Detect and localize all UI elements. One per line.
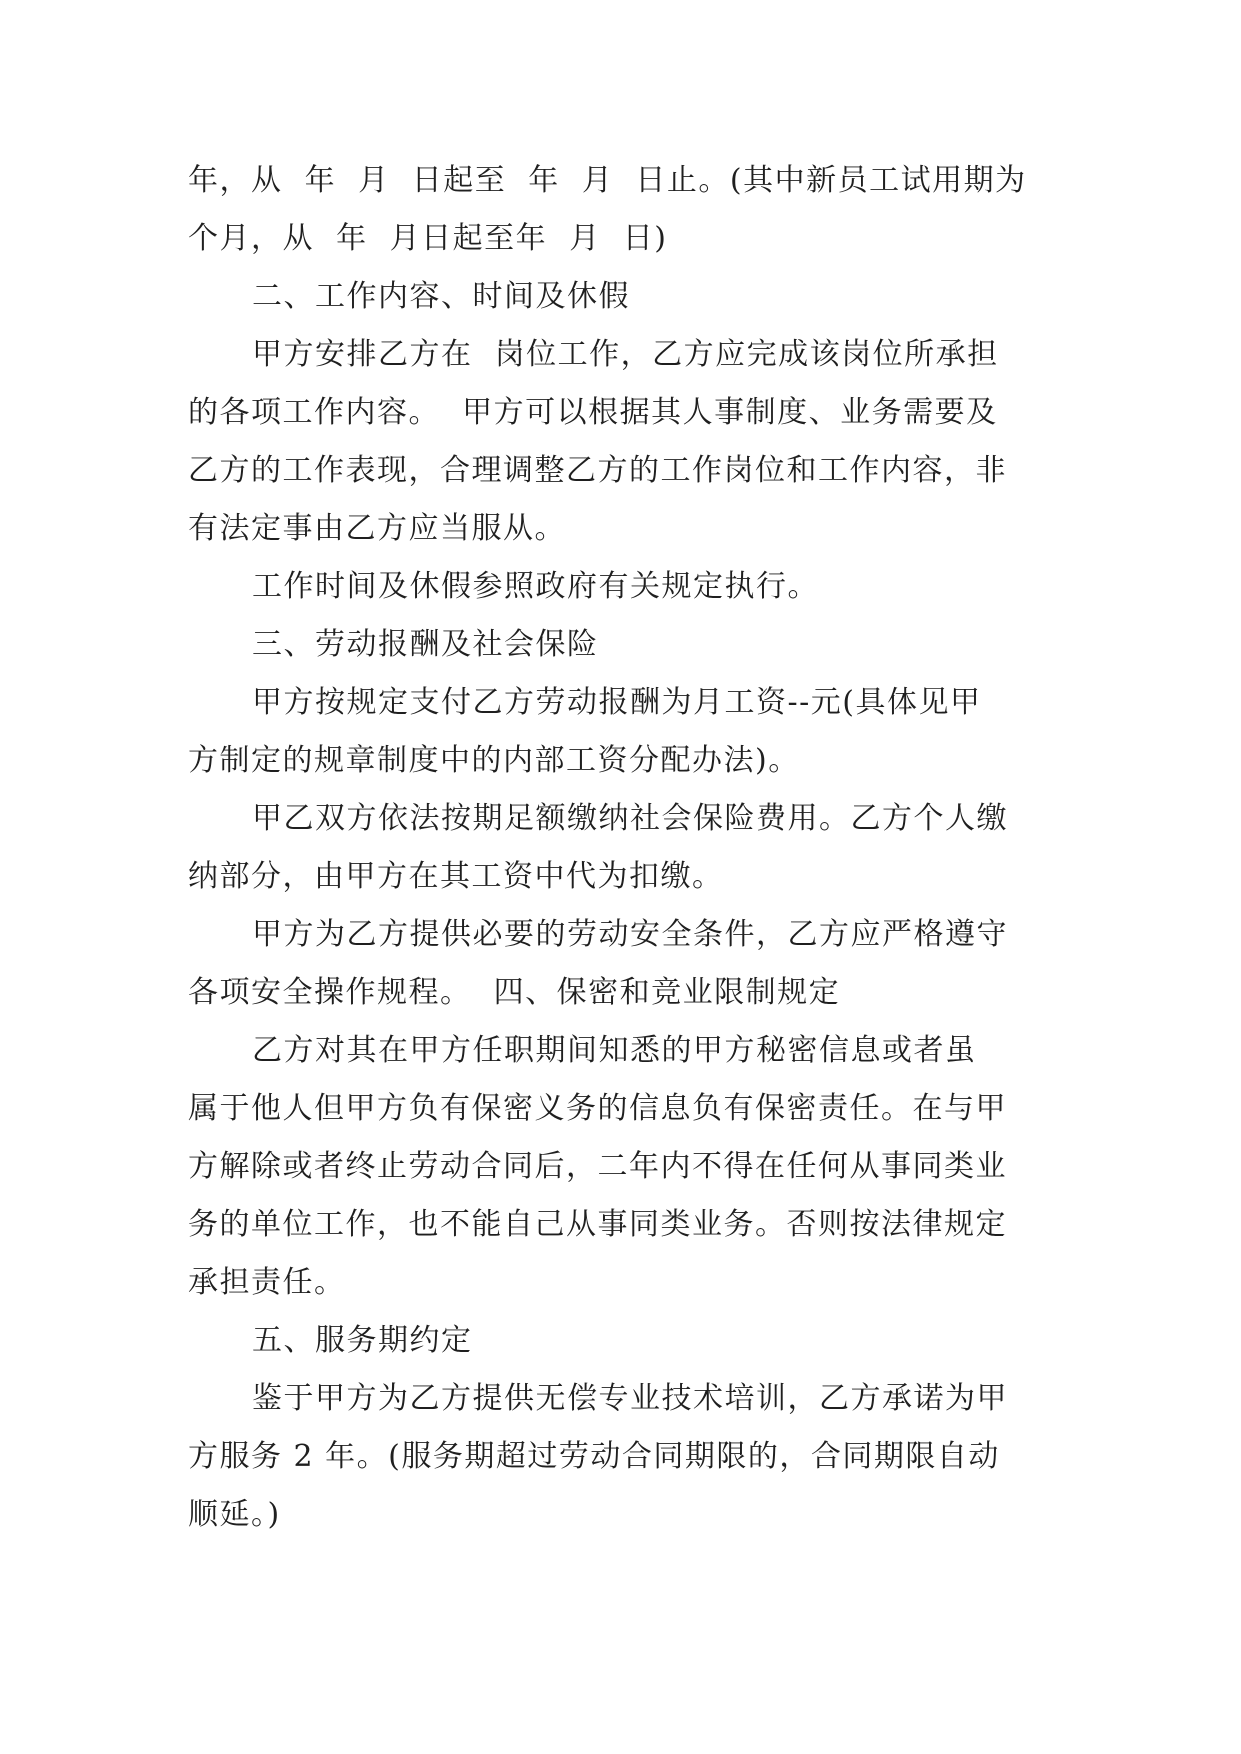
paragraph-job-assignment: [188, 326, 1054, 558]
paragraph-social-insurance: [188, 790, 1054, 906]
text-line: 甲方为乙方提供必要的劳动安全条件，乙方应严格遵守: [252, 917, 1008, 952]
text-line: 承担责任。: [188, 1265, 346, 1300]
section-heading-service-period: [188, 1312, 1054, 1370]
text-line: 方解除或者终止劳动合同后，二年内不得在任何从事同类业: [188, 1149, 1007, 1184]
text-line: 顺延。): [188, 1497, 281, 1532]
paragraph-term-dates: [188, 152, 1054, 268]
section-heading-compensation: [188, 616, 1054, 674]
heading-text: 二、工作内容、时间及休假: [252, 279, 630, 314]
text-line: 甲方安排乙方在 岗位工作，乙方应完成该岗位所承担: [252, 337, 999, 372]
text-line: 个月，从 年 月日起至年 月 日): [188, 221, 668, 256]
text-line: 乙方的工作表现，合理调整乙方的工作岗位和工作内容，非: [188, 453, 1007, 488]
text-line: 各项安全操作规程。 四、保密和竞业限制规定: [188, 975, 841, 1010]
paragraph-confidentiality: [188, 1022, 1054, 1312]
text-line: 纳部分，由甲方在其工资中代为扣缴。: [188, 859, 724, 894]
text-line: 年，从 年 月 日起至 年 月 日止。(其中新员工试用期为: [188, 163, 1027, 198]
heading-text: 五、服务期约定: [252, 1323, 473, 1358]
paragraph-salary: [188, 674, 1054, 790]
section-heading-work-content: [188, 268, 1054, 326]
text-line: 方制定的规章制度中的内部工资分配办法)。: [188, 743, 800, 778]
text-line: 甲乙双方依法按期足额缴纳社会保险费用。乙方个人缴: [252, 801, 1008, 836]
paragraph-safety: [188, 906, 1054, 1022]
paragraph-service-commitment: [188, 1370, 1054, 1544]
paragraph-work-hours: [188, 558, 1054, 616]
text-line: 乙方对其在甲方任职期间知悉的甲方秘密信息或者虽: [252, 1033, 977, 1068]
text-line: 工作时间及休假参照政府有关规定执行。: [252, 569, 819, 604]
text-line: 属于他人但甲方负有保密义务的信息负有保密责任。在与甲: [188, 1091, 1007, 1126]
text-line: 鉴于甲方为乙方提供无偿专业技术培训，乙方承诺为甲: [252, 1381, 1008, 1416]
text-line: 方服务 2 年。(服务期超过劳动合同期限的，合同期限自动: [188, 1439, 1000, 1474]
text-line: 有法定事由乙方应当服从。: [188, 511, 566, 546]
text-line: 甲方按规定支付乙方劳动报酬为月工资--元(具体见甲: [252, 685, 982, 720]
text-line: 的各项工作内容。 甲方可以根据其人事制度、业务需要及: [188, 395, 998, 430]
text-line: 务的单位工作，也不能自己从事同类业务。否则按法律规定: [188, 1207, 1007, 1242]
heading-text: 三、劳动报酬及社会保险: [252, 627, 599, 662]
document-body: [188, 152, 1054, 1544]
